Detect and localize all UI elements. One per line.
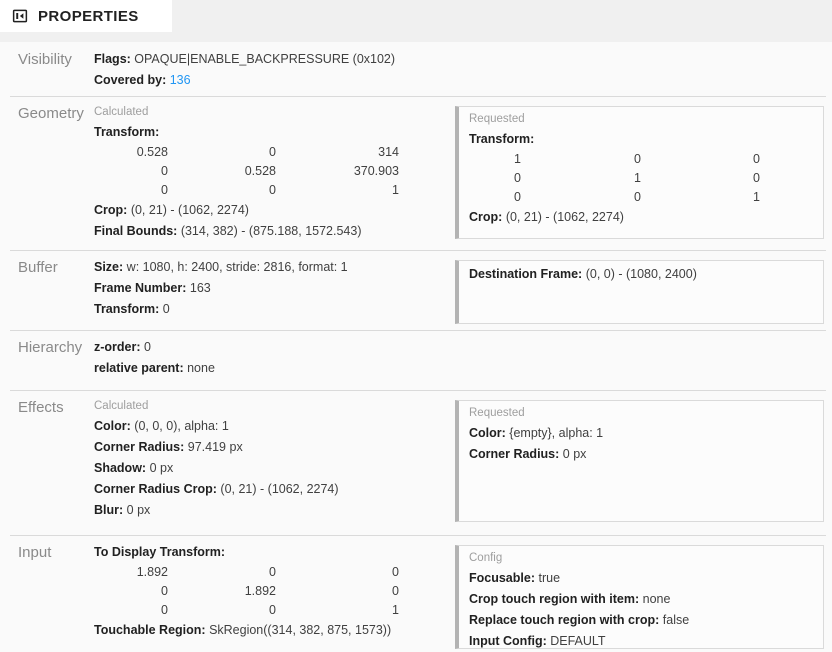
color-key: Color:: [469, 426, 506, 440]
size-line: [94, 257, 445, 278]
input-config-box: [455, 545, 824, 649]
matrix-cell: 0: [161, 164, 168, 178]
corner-radius-crop-key: Corner Radius Crop:: [94, 482, 217, 496]
corner-radius-key: Corner Radius:: [94, 440, 185, 454]
section-buffer: [0, 250, 832, 330]
touchable-region-key: Touchable Region:: [94, 623, 206, 637]
frame-number-key: Frame Number:: [94, 281, 187, 295]
corner-radius-crop-value: (0, 21) - (1062, 2274): [220, 482, 339, 496]
matrix-cell: 0: [634, 152, 641, 166]
effects-requested-box: [455, 400, 824, 522]
geometry-requested-box: [455, 106, 824, 239]
color-line: [94, 416, 445, 437]
to-display-transform-key: To Display Transform:: [94, 545, 226, 559]
section-label-visibility: Visibility: [18, 51, 72, 68]
matrix-cell: 1: [634, 171, 641, 185]
final-bounds-key: Final Bounds:: [94, 224, 178, 238]
transform-key: Transform:: [469, 132, 535, 146]
replace-touch-region-value: false: [662, 613, 690, 627]
corner-radius-key: Corner Radius:: [469, 447, 560, 461]
section-label-buffer: Buffer: [18, 259, 58, 276]
crop-touch-region-line: [469, 589, 813, 610]
section-label-geometry: Geometry: [18, 105, 84, 122]
requested-transform-matrix: [469, 150, 813, 207]
matrix-cell: 1: [392, 183, 399, 197]
requested-tag: Requested: [469, 113, 525, 125]
matrix-cell: 0: [753, 152, 760, 166]
destination-frame-key: Destination Frame:: [469, 267, 583, 281]
crop-value: (0, 21) - (1062, 2274): [130, 203, 249, 217]
matrix-cell: 0: [269, 565, 276, 579]
relative-parent-value: none: [187, 361, 215, 375]
matrix-cell: 0: [514, 171, 521, 185]
section-effects: [0, 390, 832, 535]
focusable-value: true: [538, 571, 561, 585]
relative-parent-key: relative parent:: [94, 361, 184, 375]
crop-value: (0, 21) - (1062, 2274): [505, 210, 624, 224]
section-label-hierarchy: Hierarchy: [18, 339, 83, 356]
z-order-value: 0: [144, 340, 151, 354]
covered-by-key: Covered by:: [94, 73, 167, 87]
crop-key: Crop:: [469, 210, 503, 224]
matrix-cell: 0: [161, 603, 168, 617]
matrix-cell: 1: [392, 603, 399, 617]
calculated-tag: Calculated: [94, 400, 149, 412]
matrix-cell: 0.528: [136, 145, 168, 159]
z-order-line: [94, 337, 215, 358]
final-bounds-line: [94, 221, 445, 242]
matrix-cell: 0: [392, 565, 399, 579]
final-bounds-value: (314, 382) - (875.188, 1572.543): [180, 224, 362, 238]
transform-key: Transform:: [94, 125, 160, 139]
covered-by-line: [94, 70, 395, 91]
section-geometry: [0, 96, 832, 250]
input-config-line: [469, 631, 813, 652]
touchable-region-line: [94, 620, 445, 641]
corner-radius-value: 0 px: [562, 447, 587, 461]
relative-parent-line: [94, 358, 215, 379]
panel-title: PROPERTIES: [38, 7, 139, 25]
matrix-cell: 0: [161, 183, 168, 197]
crop-line: [469, 207, 813, 228]
transform-line: [94, 122, 445, 143]
flags-line: [94, 49, 395, 70]
matrix-cell: 0: [161, 584, 168, 598]
shadow-key: Shadow:: [94, 461, 147, 475]
matrix-cell: 370.903: [353, 164, 399, 178]
replace-touch-region-line: [469, 610, 813, 631]
size-value: w: 1080, h: 2400, stride: 2816, format: 1: [126, 260, 348, 274]
buffer-transform-line: [94, 299, 445, 320]
color-key: Color:: [94, 419, 131, 433]
matrix-cell: 0: [392, 584, 399, 598]
z-order-key: z-order:: [94, 340, 141, 354]
buffer-requested-box: [455, 260, 824, 324]
matrix-cell: 0.528: [244, 164, 276, 178]
shadow-value: 0 px: [149, 461, 174, 475]
frame-number-line: [94, 278, 445, 299]
section-label-effects: Effects: [18, 399, 64, 416]
section-hierarchy: [0, 330, 832, 390]
calculated-tag: Calculated: [94, 106, 149, 118]
crop-line: [94, 200, 445, 221]
to-display-transform-line: [94, 542, 445, 563]
blur-value: 0 px: [126, 503, 151, 517]
corner-radius-value: 97.419 px: [187, 440, 243, 454]
matrix-cell: 1.892: [244, 584, 276, 598]
replace-touch-region-key: Replace touch region with crop:: [469, 613, 660, 627]
crop-touch-region-value: none: [642, 592, 671, 606]
requested-tag: Requested: [469, 407, 525, 419]
input-config-value: DEFAULT: [550, 634, 606, 648]
color-line: [469, 423, 813, 444]
blur-line: [94, 500, 445, 521]
color-value: {empty}, alpha: 1: [509, 426, 604, 440]
corner-radius-line: [469, 444, 813, 465]
shadow-line: [94, 458, 445, 479]
matrix-cell: 0: [634, 190, 641, 204]
calculated-transform-matrix: [94, 143, 445, 200]
frame-number-value: 163: [189, 281, 211, 295]
touchable-region-value: SkRegion((314, 382, 875, 1573)): [209, 623, 392, 637]
destination-frame-line: [469, 264, 813, 285]
color-value: (0, 0, 0), alpha: 1: [134, 419, 229, 433]
matrix-cell: 314: [378, 145, 399, 159]
crop-key: Crop:: [94, 203, 128, 217]
matrix-cell: 0: [269, 603, 276, 617]
properties-collapse-button[interactable]: [0, 0, 172, 32]
corner-radius-line: [94, 437, 445, 458]
buffer-transform-key: Transform:: [94, 302, 160, 316]
destination-frame-value: (0, 0) - (1080, 2400): [585, 267, 697, 281]
flags-key: Flags:: [94, 52, 131, 66]
matrix-cell: 0: [269, 183, 276, 197]
collapse-panel-icon: [11, 7, 29, 25]
section-label-input: Input: [18, 544, 52, 561]
properties-header: [0, 0, 832, 42]
focusable-key: Focusable:: [469, 571, 535, 585]
crop-touch-region-key: Crop touch region with item:: [469, 592, 640, 606]
properties-content: [0, 42, 832, 652]
transform-line: [469, 129, 813, 150]
input-config-key: Input Config:: [469, 634, 547, 648]
flags-value: OPAQUE|ENABLE_BACKPRESSURE (0x102): [134, 52, 396, 66]
matrix-cell: 0: [514, 190, 521, 204]
covered-by-link[interactable]: 136: [169, 73, 191, 87]
matrix-cell: 1: [753, 190, 760, 204]
focusable-line: [469, 568, 813, 589]
matrix-cell: 1.892: [136, 565, 168, 579]
matrix-cell: 0: [753, 171, 760, 185]
blur-key: Blur:: [94, 503, 124, 517]
to-display-transform-matrix: [94, 563, 445, 620]
config-tag: Config: [469, 552, 503, 564]
matrix-cell: 1: [514, 152, 521, 166]
size-key: Size:: [94, 260, 124, 274]
buffer-transform-value: 0: [162, 302, 170, 316]
section-input: [0, 535, 832, 652]
matrix-cell: 0: [269, 145, 276, 159]
corner-radius-crop-line: [94, 479, 445, 500]
section-visibility: [0, 42, 832, 96]
